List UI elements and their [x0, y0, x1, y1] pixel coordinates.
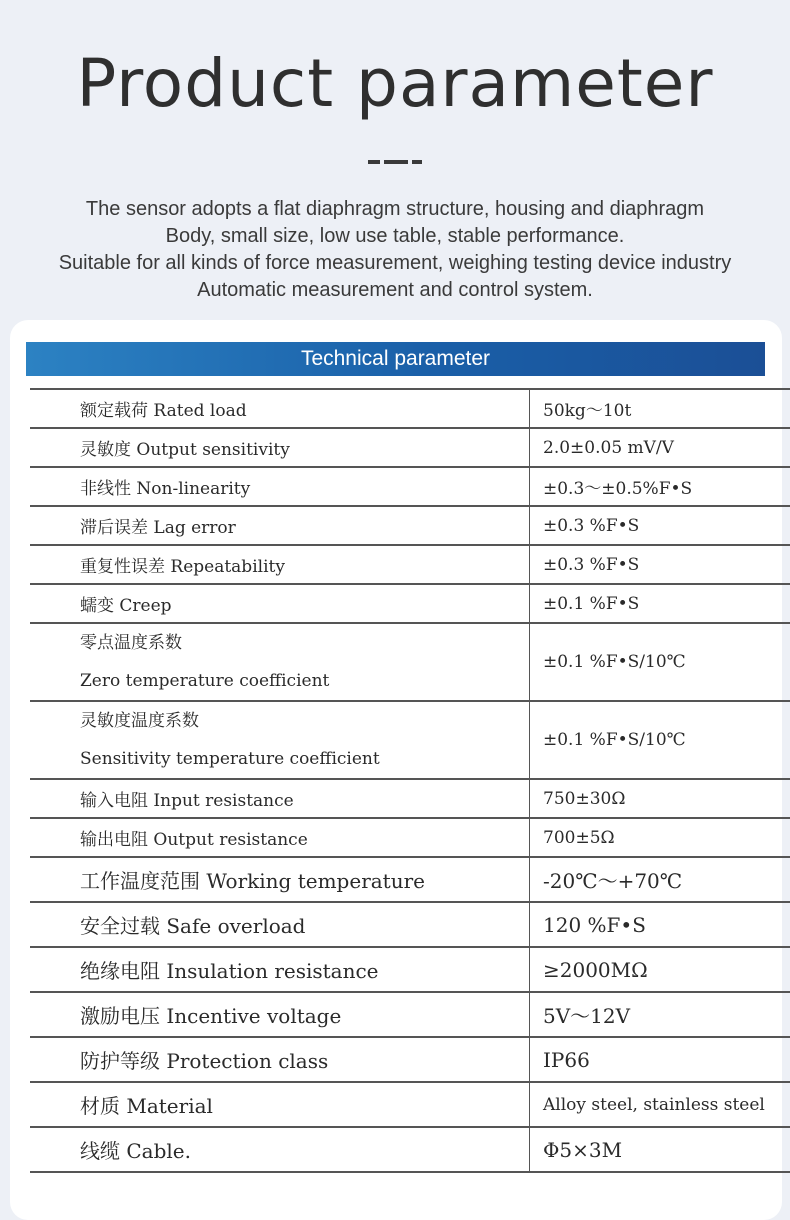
param-name-zh: 非线性 — [80, 479, 131, 499]
param-name-zh: 输出电阻 — [80, 830, 148, 850]
param-value: 750±30Ω — [530, 779, 790, 818]
param-value: ±0.3 %F•S — [530, 545, 790, 584]
param-name — [30, 623, 530, 701]
param-value: ≥2000MΩ — [530, 947, 790, 992]
table-row — [30, 467, 790, 506]
param-name-zh: 零点温度系数 — [80, 624, 529, 662]
param-name — [30, 1127, 530, 1172]
param-value: -20℃～+70℃ — [530, 857, 790, 902]
param-name — [30, 428, 530, 467]
table-row — [30, 947, 790, 992]
intro-line: Automatic measurement and control system. — [0, 277, 790, 304]
param-value: Φ5×3M — [530, 1127, 790, 1172]
table-row — [30, 818, 790, 857]
intro-line: The sensor adopts a flat diaphragm structure, housing and diaphragm — [0, 196, 790, 223]
param-value: ±0.3～±0.5%F•S — [530, 467, 790, 506]
param-name-zh: 绝缘电阻 — [80, 959, 160, 983]
table-row — [30, 1082, 790, 1127]
param-name — [30, 947, 530, 992]
param-name — [30, 779, 530, 818]
title-divider-center — [384, 160, 408, 164]
param-name-zh: 额定载荷 — [80, 401, 148, 421]
table-row — [30, 428, 790, 467]
param-name-en: Protection class — [166, 1049, 328, 1073]
param-value: ±0.1 %F•S/10℃ — [530, 701, 790, 779]
table-row — [30, 992, 790, 1037]
param-name-en: Rated load — [153, 401, 246, 421]
param-name — [30, 467, 530, 506]
param-name-zh: 输入电阻 — [80, 791, 148, 811]
param-value: ±0.1 %F•S — [530, 584, 790, 623]
param-name-en: Repeatability — [170, 557, 285, 577]
param-name-en: Material — [126, 1094, 213, 1118]
param-name-zh: 防护等级 — [80, 1049, 160, 1073]
param-name-en: Cable. — [126, 1139, 191, 1163]
title-divider-right — [412, 160, 422, 164]
param-value: IP66 — [530, 1037, 790, 1082]
param-name — [30, 506, 530, 545]
table-row — [30, 857, 790, 902]
param-value: ±0.1 %F•S/10℃ — [530, 623, 790, 701]
table-row — [30, 506, 790, 545]
param-name-en: Creep — [119, 596, 171, 616]
table-row — [30, 1037, 790, 1082]
table-row — [30, 389, 790, 428]
param-name — [30, 992, 530, 1037]
param-name — [30, 701, 530, 779]
table-row — [30, 902, 790, 947]
table-row — [30, 1127, 790, 1172]
param-value: ±0.3 %F•S — [530, 506, 790, 545]
intro-line: Body, small size, low use table, stable performance. — [0, 223, 790, 250]
param-name-zh: 滞后误差 — [80, 518, 148, 538]
param-name — [30, 857, 530, 902]
param-value: 50kg～10t — [530, 389, 790, 428]
param-value: 120 %F•S — [530, 902, 790, 947]
table-header-banner: Technical parameter — [26, 342, 765, 376]
param-name-en: Non-linearity — [136, 479, 250, 499]
page-title: Product parameter — [0, 42, 790, 126]
param-name-zh: 灵敏度 — [80, 440, 131, 460]
param-name-en: Safe overload — [166, 914, 305, 938]
param-name — [30, 1037, 530, 1082]
param-name-zh: 重复性误差 — [80, 557, 165, 577]
param-name — [30, 902, 530, 947]
param-name — [30, 389, 530, 428]
intro-text — [0, 196, 790, 304]
param-name-zh: 工作温度范围 — [80, 869, 200, 893]
intro-line: Suitable for all kinds of force measurement, weighing testing device industry — [0, 250, 790, 277]
param-name-en: Input resistance — [153, 791, 293, 811]
param-name-en: Output sensitivity — [136, 440, 289, 460]
param-name — [30, 818, 530, 857]
table-row — [30, 623, 790, 701]
param-value: 700±5Ω — [530, 818, 790, 857]
param-name-zh: 蠕变 — [80, 596, 114, 616]
param-name-zh: 激励电压 — [80, 1004, 160, 1028]
param-name — [30, 1082, 530, 1127]
param-name-zh: 安全过载 — [80, 914, 160, 938]
param-name-en: Sensitivity temperature coefficient — [80, 740, 529, 778]
param-name-zh: 材质 — [80, 1094, 120, 1118]
param-name-en: Working temperature — [206, 869, 425, 893]
param-name-en: Lag error — [153, 518, 235, 538]
param-name-zh: 灵敏度温度系数 — [80, 702, 529, 740]
parameter-table — [30, 388, 790, 1173]
param-name-en: Incentive voltage — [166, 1004, 341, 1028]
param-name — [30, 545, 530, 584]
param-name-en: Zero temperature coefficient — [80, 662, 529, 700]
title-divider-left — [368, 160, 380, 164]
table-row — [30, 545, 790, 584]
param-name-zh: 线缆 — [80, 1139, 120, 1163]
table-row — [30, 701, 790, 779]
param-value: 2.0±0.05 mV/V — [530, 428, 790, 467]
table-row — [30, 779, 790, 818]
table-row — [30, 584, 790, 623]
param-name-en: Output resistance — [153, 830, 307, 850]
param-value: 5V～12V — [530, 992, 790, 1037]
param-value: Alloy steel, stainless steel — [530, 1082, 790, 1127]
param-name — [30, 584, 530, 623]
param-name-en: Insulation resistance — [166, 959, 378, 983]
